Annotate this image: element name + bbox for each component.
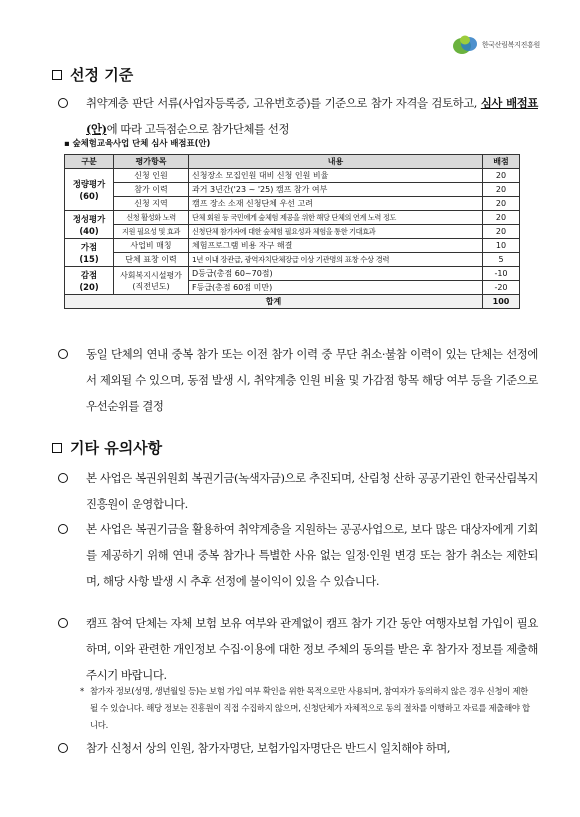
group-deduction: 감점 (20) <box>65 267 114 295</box>
table-row <box>65 169 520 183</box>
group-bonus: 가점 (15) <box>65 239 114 267</box>
section-title: 선정 기준 <box>70 66 134 84</box>
criteria-bullet-1 <box>58 90 538 142</box>
header-item: 평가항목 <box>114 155 189 169</box>
section-title: 기타 유의사항 <box>70 439 163 457</box>
group-quantitative: 정량평가 (60) <box>65 169 114 211</box>
row-item: 신청 인원 <box>114 169 189 183</box>
section-heading-selection-criteria <box>52 64 133 85</box>
row-score: 20 <box>483 183 520 197</box>
row-item: 지원 필요성 및 효과 <box>114 225 189 239</box>
bullet-text: 본 사업은 복권위원회 복권기금(녹색자금)으로 추진되며, 산림청 산하 공공기관인 한국산림복지진흥원이 운영합니다. <box>86 471 538 511</box>
row-content: 캠프 장소 소재 신청단체 우선 고려 <box>189 197 483 211</box>
table-caption: ▪ 숲체험교육사업 단체 심사 배점표(안) <box>64 138 211 148</box>
checkbox-square-icon <box>52 70 62 80</box>
circle-bullet-icon <box>58 473 68 483</box>
notes-bullet-3 <box>58 610 538 688</box>
row-score: 20 <box>483 225 520 239</box>
logo-text: 한국산림복지진흥원 <box>481 41 540 49</box>
circle-bullet-icon <box>58 743 68 753</box>
table-total-row <box>65 295 520 309</box>
row-item: 참가 이력 <box>114 183 189 197</box>
row-content: F등급(총점 60점 미만) <box>189 281 483 295</box>
footnote-marker: * <box>80 686 84 696</box>
organization-logo <box>452 34 540 56</box>
row-score: -10 <box>483 267 520 281</box>
bullet-text: 동일 단체의 연내 중복 참가 또는 이전 참가 이력 중 무단 취소·불참 이력이 있는 단체는 선정에서 제외될 수 있으며, 동점 발생 시, 취약계층 인원 비율 및 가감점 항목 해당 여부 등을 기준으로 우선순위를 결정 <box>86 347 538 413</box>
row-item-merged: 사회복지시설평가 (직전년도) <box>114 267 189 295</box>
bullet-text-before: 취약계층 판단 서류(사업자등록증, 고유번호증)를 기준으로 참가 자격을 검토하고, <box>86 96 481 110</box>
row-content: 체험프로그램 비용 자구 해결 <box>189 239 483 253</box>
bullet-text: 참가 신청서 상의 인원, 참가자명단, 보험가입자명단은 반드시 일치해야 하며, <box>86 741 451 755</box>
row-score: 5 <box>483 253 520 267</box>
circle-bullet-icon <box>58 524 68 534</box>
total-label: 합계 <box>65 295 483 309</box>
row-score: 20 <box>483 197 520 211</box>
notes-bullet-1 <box>58 465 538 517</box>
header-content: 내용 <box>189 155 483 169</box>
forest-leaf-logo-icon <box>452 34 478 56</box>
notes-bullet-2 <box>58 516 538 594</box>
table-row <box>65 225 520 239</box>
table-row <box>65 183 520 197</box>
header-category: 구분 <box>65 155 114 169</box>
group-qualitative: 정성평가 (40) <box>65 211 114 239</box>
table-row <box>65 267 520 281</box>
circle-bullet-icon <box>58 98 68 108</box>
bullet-text: 캠프 참여 단체는 자체 보험 보유 여부와 관계없이 캠프 참가 기간 동안 여행자보험 가입이 필요하며, 이와 관련한 개인정보 수집·이용에 대한 정보 주체의 동의를 받은 후 참가자 정보를 제출해주시기 바랍니다. <box>86 616 538 682</box>
row-content: 신청단체 참가자에 대한 숲체험 필요성과 체험을 통한 기대효과 <box>189 225 483 239</box>
row-item: 신청 활성화 노력 <box>114 211 189 225</box>
row-item: 단체 표창 이력 <box>114 253 189 267</box>
bullet-text-emphasis: 심사 배점표(안) <box>86 96 538 136</box>
row-content: 과거 3년간('23 ~ '25) 캠프 참가 여부 <box>189 183 483 197</box>
table-row <box>65 239 520 253</box>
total-score: 100 <box>483 295 520 309</box>
header-score: 배점 <box>483 155 520 169</box>
row-content: 1년 이내 장관급, 광역자치단체장급 이상 기관명의 표창 수상 경력 <box>189 253 483 267</box>
row-content: D등급(총점 60~70점) <box>189 267 483 281</box>
scoring-table <box>64 154 520 309</box>
circle-bullet-icon <box>58 349 68 359</box>
footnote-text: 참가자 정보(성명, 생년월일 등)는 보험 가입 여부 확인을 위한 목적으로만 사용되며, 참여자가 동의하지 않은 경우 신청이 제한될 수 있습니다. 해당 정보는 진흥원이 직접 수집하지 않으며, 신청단체가 자체적으로 동의 절차를 이행하고 자료를 제출해야 합니다. <box>90 686 530 730</box>
table-row <box>65 197 520 211</box>
bullet-text-after: 에 따라 고득점순으로 참가단체를 선정 <box>106 122 290 136</box>
bullet-text: 본 사업은 복권기금을 활용하여 취약계층을 지원하는 공공사업으로, 보다 많은 대상자에게 기회를 제공하기 위해 연내 중복 참가나 특별한 사유 없는 일정·인원 변경 또는 참가 취소는 제한되며, 해당 사항 발생 시 추후 선정에 불이익이 있을 수 있습니다. <box>86 522 538 588</box>
row-score: 20 <box>483 169 520 183</box>
criteria-bullet-2 <box>58 341 538 419</box>
checkbox-square-icon <box>52 443 62 453</box>
table-row <box>65 253 520 267</box>
table-row <box>65 211 520 225</box>
circle-bullet-icon <box>58 618 68 628</box>
section-heading-other-notes <box>52 437 162 458</box>
row-item: 사업비 매칭 <box>114 239 189 253</box>
row-score: 20 <box>483 211 520 225</box>
row-item: 신청 지역 <box>114 197 189 211</box>
row-content: 단체 회원 등 국민에게 숲체험 제공을 위한 해당 단체의 연계 노력 정도 <box>189 211 483 225</box>
row-score: 10 <box>483 239 520 253</box>
row-content: 신청장소 모집인원 대비 신청 인원 비율 <box>189 169 483 183</box>
footnote <box>80 683 535 734</box>
notes-bullet-4 <box>58 735 538 761</box>
row-score: -20 <box>483 281 520 295</box>
